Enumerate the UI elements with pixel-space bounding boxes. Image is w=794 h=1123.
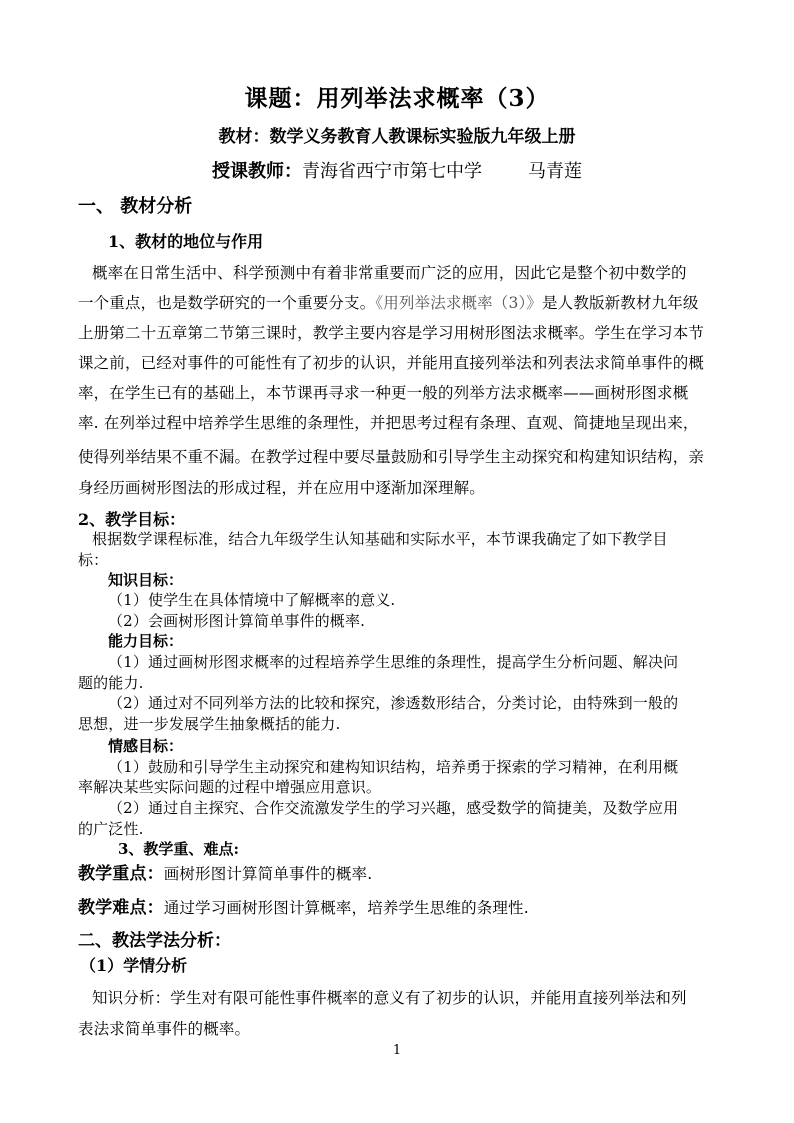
emotion-goal-label: 情感目标： [108,737,184,755]
paragraph-line: 使得列举结果不重不漏。在教学过程中要尽量鼓励和引导学生主动探究和构建知识结构，亲 [78,448,705,466]
ability-goal-item: 思想，进一步发展学生抽象概括的能力. [78,715,341,733]
ability-goal-item: （1）通过画树形图求概率的过程培养学生思维的条理性，提高学生分析问题、解决问 [108,653,679,671]
difficulty-text: 通过学习画树形图计算概率，培养学生思维的条理性. [163,899,529,917]
paragraph-line: 知识分析：学生对有限可能性事件概率的意义有了初步的认识，并能用直接列举法和列 [92,989,687,1007]
paragraph-line: 概率在日常生活中、科学预测中有着非常重要而广泛的应用，因此它是整个初中数学的 [92,264,687,282]
document-title: 课题：用列举法求概率（3） [244,85,550,112]
key-point-line [78,859,372,884]
learner-analysis-heading: （1）学情分析 [80,956,188,975]
ability-goal-item: 题的能力. [78,674,144,692]
key-point-text: 画树形图计算简单事件的概率. [163,865,373,883]
difficulty-line [78,893,529,918]
emotion-goal-item: 率解决某些实际问题的过程中增强应用意识。 [78,778,382,796]
teacher-name: 马青莲 [528,161,582,182]
paragraph-line: 一个重点，也是数学研究的一个重要分支。《用列举法求概率（3）》是人教版新教材九年级 [78,294,699,312]
emotion-goal-item: （1）鼓励和引导学生主动探究和建构知识结构，培养勇于探索的学习精神，在利用概 [108,758,679,776]
knowledge-goal-item: （1）使学生在具体情境中了解概率的意义. [108,591,396,609]
paragraph-line: 上册第二十五章第二节第三课时，教学主要内容是学习用树形图法求概率。学生在学习本节 [78,324,705,342]
paragraph-line: 率，在学生已有的基础上，本节课再寻求一种更一般的列举方法求概率——画树形图求概 [78,384,689,402]
key-point-label: 教学重点： [78,864,164,884]
section-1-heading: 一、 教材分析 [78,196,193,217]
knowledge-goal-item: （2）会画树形图计算简单事件的概率. [108,612,366,630]
paragraph-line: 标： [78,551,109,569]
knowledge-goal-label: 知识目标： [108,571,184,589]
emotion-goal-item: （2）通过自主探究、合作交流激发学生的学习兴趣，感受数学的简捷美，及数学应用 [108,799,679,817]
difficulty-label: 教学难点： [78,898,164,918]
teacher-school: 青海省西宁市第七中学 [302,161,482,182]
paragraph-line: 率. 在列举过程中培养学生思维的条理性，并把思考过程有条理、直观、简捷地呈现出来， [78,414,699,432]
ability-goal-label: 能力目标： [108,632,184,650]
paragraph-line: 根据数学课程标准，结合九年级学生认知基础和实际水平，本节课我确定了如下教学目 [92,530,668,548]
subsection-1-heading: 1、教材的地位与作用 [108,232,264,251]
teacher-line [0,157,794,183]
emotion-goal-item: 的广泛性. [78,820,144,838]
paragraph-line: 表法求简单事件的概率。 [78,1020,251,1038]
textbook-line: 教材：数学义务教育人教课标实验版九年级上册 [218,127,576,147]
ability-goal-item: （2）通过对不同列举方法的比较和探究，渗透数形结合，分类讨论，由特殊到一般的 [108,694,679,712]
subsection-3-heading: 3、教学重、难点: [118,840,239,858]
page-number: 1 [392,1043,402,1058]
subsection-2-heading: 2、教学目标： [78,510,186,529]
teacher-label: 授课教师： [212,161,302,182]
paragraph-line: 身经历画树形图法的形成过程，并在应用中逐渐加深理解。 [78,479,485,497]
paragraph-line: 课之前，已经对事件的可能性有了初步的认识，并能用直接列举法和列表法求简单事件的概 [78,354,705,372]
section-2-heading: 二、教法学法分析： [78,931,231,951]
